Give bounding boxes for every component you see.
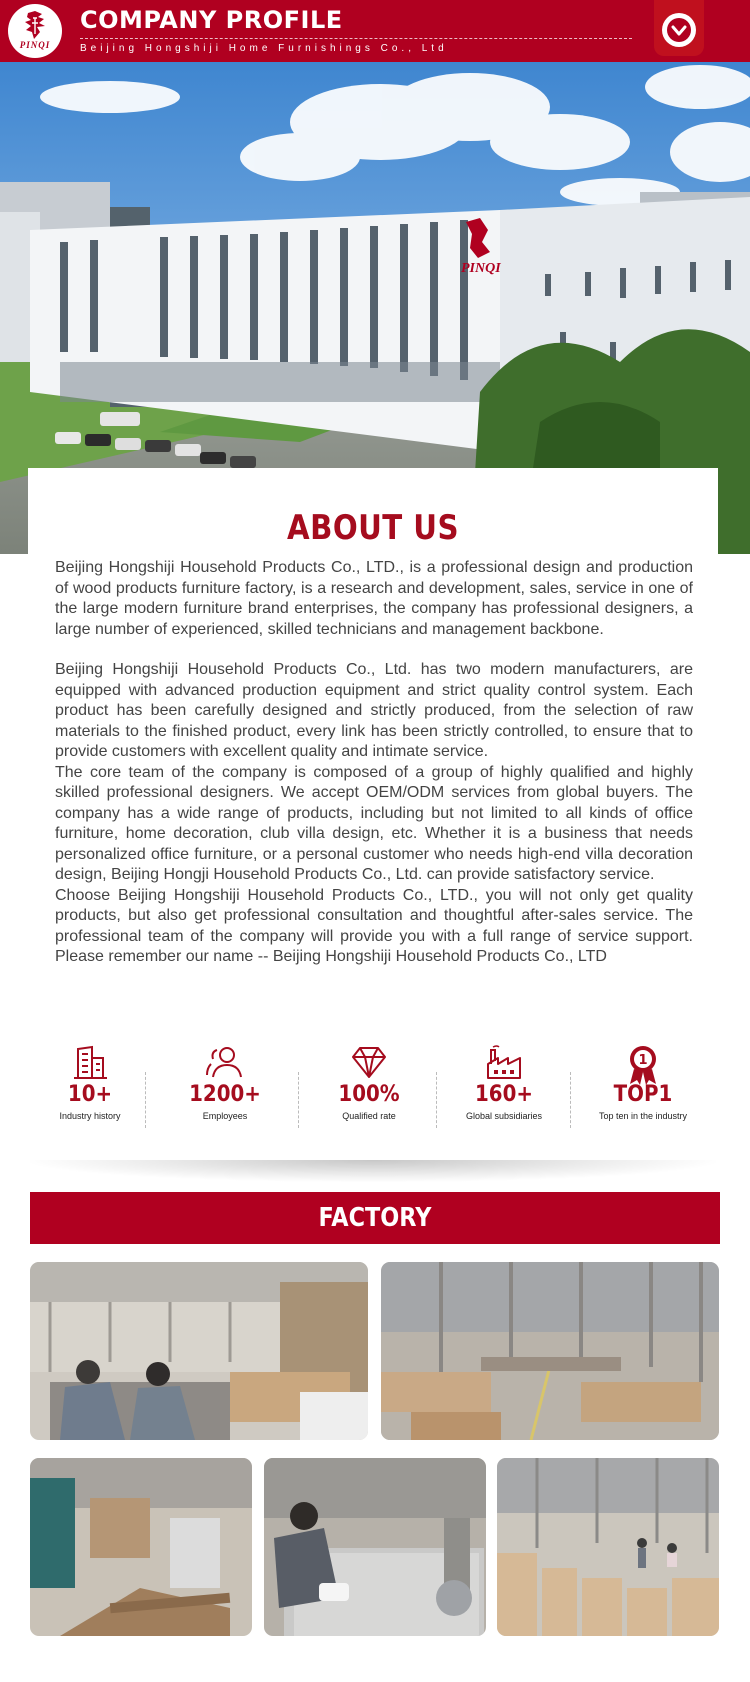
stat-divider	[436, 1072, 437, 1128]
people-icon	[205, 1044, 245, 1080]
seal-icon	[22, 10, 48, 40]
section-shadow-divider	[30, 1160, 716, 1182]
diamond-icon	[349, 1044, 389, 1080]
stats-row	[28, 1044, 718, 1148]
factory-icon	[484, 1044, 524, 1080]
stat-label: Global subsidiaries	[465, 1111, 543, 1121]
factory-photo-hall	[381, 1262, 719, 1440]
factory-title: FACTORY	[318, 1203, 432, 1233]
stat-label: Industry history	[59, 1111, 121, 1121]
about-paragraph: The core team of the company is composed of a group of highly qualified and highly skilled professional designers. We accept OEM/ODM services from global buyers. The company has a wide range of products, including but not limited to all kinds of office furniture, home decoration, club villa design, etc. Whether it is a business that needs personalized office furniture, or a personal customer who needs high-end villa decoration design, Beijing Hongji Household Products Co., Ltd. can provide satisfactory service.	[55, 763, 693, 883]
factory-photo-warehouse	[497, 1458, 719, 1636]
stat-divider	[298, 1072, 299, 1128]
stat-value: TOP1	[613, 1082, 673, 1107]
building-icon	[70, 1044, 110, 1080]
stat-top-ten	[583, 1044, 703, 1148]
scroll-down-button[interactable]	[662, 13, 696, 47]
about-paragraph: Beijing Hongshiji Household Products Co., Ltd. has two modern manufacturers, are equipped with advanced production equipment and strict quality control system. Each product has been carefully designed and strictly produced, from the selection of raw materials to the finished product, every link has been strictly controlled, to ensure that to provide customers with excellent quality and intimate service.	[55, 661, 693, 760]
stat-label: Top ten in the industry	[598, 1111, 688, 1121]
stat-label: Employees	[202, 1111, 248, 1121]
logo-text: PINQI	[19, 40, 51, 50]
about-paragraph: Choose Beijing Hongshiji Household Products Co., LTD., you will not only get quality products, but also get professional consultation and thoughtful after-sales service. The professional team of the company will provide you with a full range of service support. Please remember our name -- Beijing Hongshiji Household Products Co., LTD	[55, 886, 693, 965]
stat-value: 100%	[338, 1082, 400, 1107]
stat-qualified-rate	[309, 1044, 429, 1148]
chevron-down-icon	[662, 13, 696, 47]
header-bar	[0, 0, 750, 62]
factory-heading-bar	[30, 1192, 720, 1244]
stat-global-subsidiaries	[444, 1044, 564, 1148]
about-text	[55, 558, 693, 968]
stat-divider	[145, 1072, 146, 1128]
brand-logo	[8, 4, 62, 58]
medal-icon	[623, 1044, 663, 1086]
stat-value: 1200+	[189, 1082, 261, 1107]
stat-employees	[165, 1044, 285, 1148]
factory-photo-machines	[30, 1458, 252, 1636]
stat-divider	[570, 1072, 571, 1128]
stat-value: 160+	[475, 1082, 533, 1107]
medal-number: 1	[638, 1053, 648, 1068]
stat-industry-history	[30, 1044, 150, 1148]
header-divider	[80, 38, 632, 39]
factory-photo-workers	[30, 1262, 368, 1440]
about-title: ABOUT US	[287, 508, 459, 548]
building-sign-text: PINQI	[461, 261, 501, 276]
stat-value: 10+	[67, 1082, 113, 1107]
page-title: COMPANY PROFILE	[80, 6, 343, 34]
factory-photo-cutting	[264, 1458, 486, 1636]
about-paragraph: Beijing Hongshiji Household Products Co., LTD., is a professional design and production of wood products furniture factory, is a research and development, sales, service in one of the large modern furniture brand enterprises, the company has professional designers, a large number of experienced, skilled technicians and management backbone.	[55, 559, 693, 638]
company-name-subtitle: Beijing Hongshiji Home Furnishings Co., Ltd	[80, 43, 448, 54]
stat-label: Qualified rate	[342, 1111, 396, 1121]
